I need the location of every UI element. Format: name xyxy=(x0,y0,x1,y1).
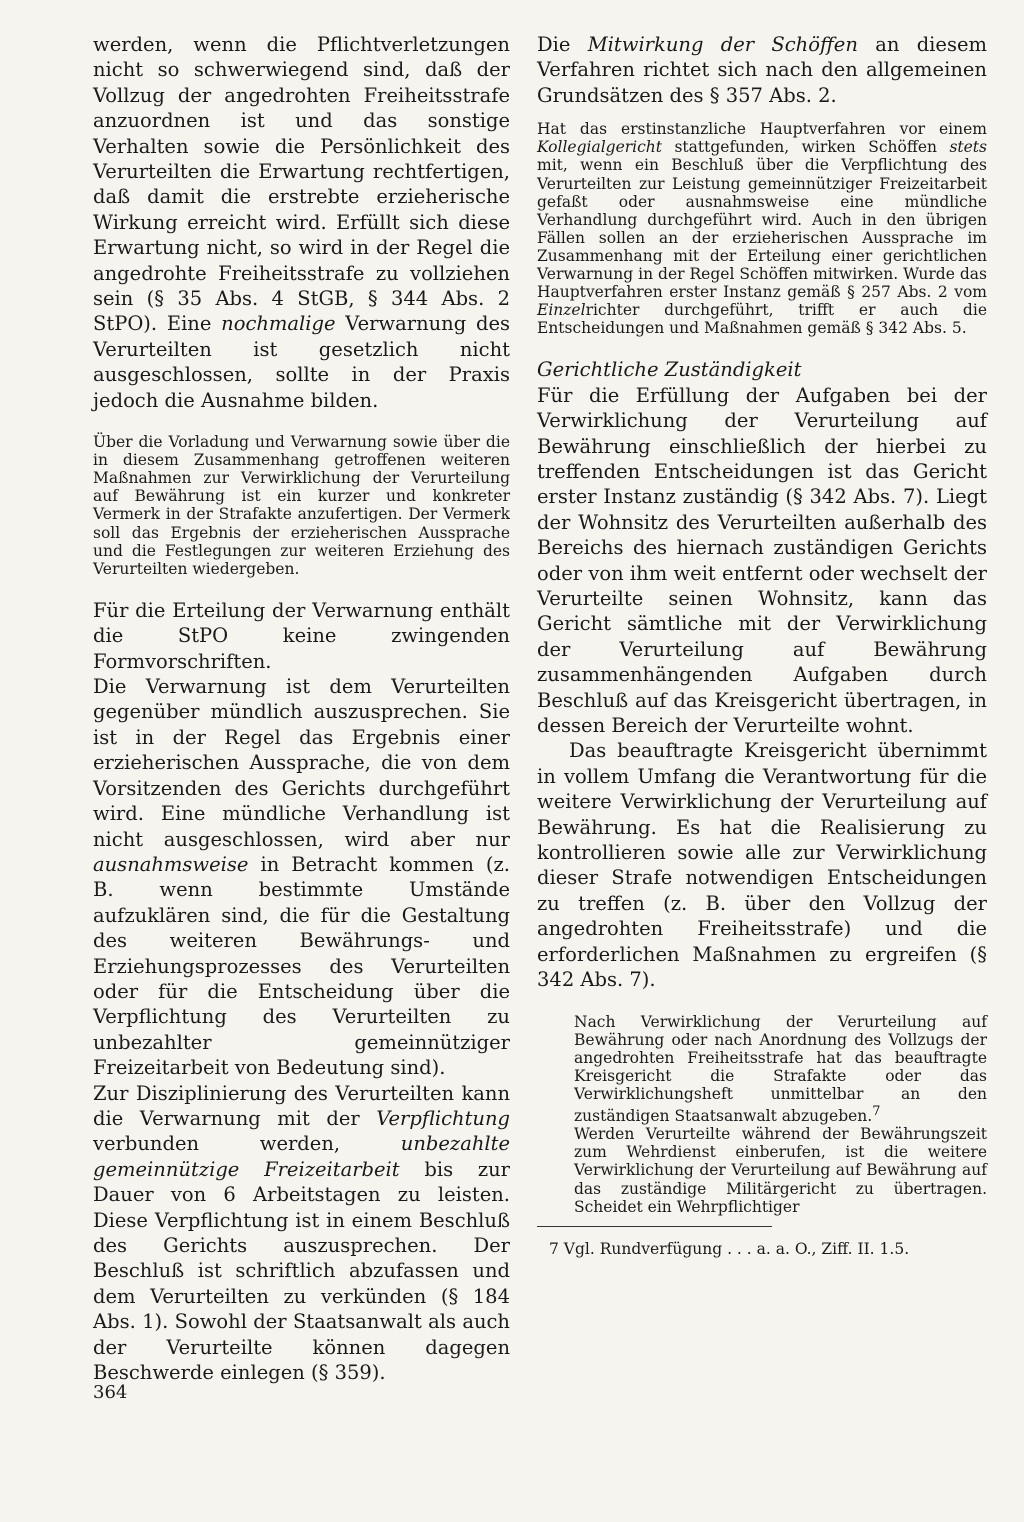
emphasis: nochmalige xyxy=(221,312,336,336)
text-run: richter durchgeführt, trifft er auch die Entscheidungen und Maßnahmen gemäß § 342 Abs. 5. xyxy=(537,301,987,338)
left-column xyxy=(93,32,510,1385)
emphasis: Mitwirkung der Schöffen xyxy=(587,33,858,56)
section-heading: Gerichtliche Zuständigkeit xyxy=(537,358,802,382)
right-column xyxy=(537,32,987,1259)
text-run: verbunden werden, xyxy=(93,1132,401,1156)
right-note-2 xyxy=(574,1013,987,1126)
footnote-divider xyxy=(537,1226,772,1227)
emphasis: ausnahmsweise xyxy=(93,852,249,876)
text-run: Verwarnung des Verurteilten ist gesetzlich nicht ausgeschlossen, sollte in der Praxis jedoch die Ausnahme bilden. xyxy=(93,312,510,412)
right-note-1 xyxy=(537,120,987,337)
text-run: an diesem Verfahren richtet sich nach den allgemeinen Grundsätzen des § 357 Abs. 2. xyxy=(537,33,987,107)
left-paragraph-4 xyxy=(93,1081,510,1386)
text-run: werden, wenn die Pflichtverletzungen nicht so schwerwiegend sind, daß der Vollzug der angedrohten Freiheitsstrafe anzuordnen ist und das sonstige Verhalten sowie die Persönlichkeit des Verurteilten die Erwartung rechtfertigen, daß damit die erstrebte erzieherische Wirkung erreicht wird. Erfüllt sich diese Erwartung nicht, so wird in der Regel die angedrohte Freiheitsstrafe zu vollziehen sein (§ 35 Abs. 4 StGB, § 344 Abs. 2 StPO). Eine xyxy=(93,33,510,336)
emphasis: Kollegialgericht xyxy=(537,138,663,157)
page-number: 364 xyxy=(93,1382,128,1403)
right-paragraph-1 xyxy=(537,32,987,108)
emphasis: unbezahlte gemeinnützige Freizeitarbeit xyxy=(93,1132,510,1181)
text-run: in Betracht kommen (z. B. wenn bestimmte Umstände aufzuklären sind, die für die Gestaltung des weiteren Bewährungs- und Erziehungsprozesses des Verurteilten oder für die Entscheidung über die Verpflichtung des Verurteilten zu unbezahlter gemeinnütziger Freizeitarbeit von Bedeutung sind). xyxy=(93,852,510,1080)
text-run: stattgefunden, wirken Schöffen xyxy=(662,138,950,157)
emphasis: Verpflichtung xyxy=(376,1106,510,1130)
footnote-ref: 7 xyxy=(872,1103,881,1119)
emphasis: stets xyxy=(949,138,987,157)
text-run: Hat das erstinstanzliche Hauptverfahren vor einem xyxy=(537,120,987,139)
left-paragraph-2: Für die Erteilung der Verwarnung enthält die StPO keine zwingenden Formvorschriften. xyxy=(93,598,510,673)
text-run: Die Verwarnung ist dem Verurteilten gegenüber mündlich auszusprechen. Sie ist in der Regel das Ergebnis einer erzieherischen Aussprache, die von dem Vorsitzenden des Gerichts durchgeführt wird. Eine mündliche Verhandlung ist nicht ausgeschlossen, wird aber nur xyxy=(93,675,510,851)
right-paragraph-2: Für die Erfüllung der Aufgaben bei der Verwirklichung der Verurteilung auf Bewährung einschließlich der hierbei zu treffenden Entscheidungen ist das Gericht erster Instanz zuständig (§ 342 Abs. 7). Liegt der Wohnsitz des Verurteilten außerhalb des Bereichs des hiernach zuständigen Gerichts oder von ihm weit entfernt oder wechselt der Verurteilte seinen Wohnsitz, kann das Gericht sämtliche mit der Verwirklichung der Verurteilung auf Bewährung zusammenhängenden Aufgaben durch Beschluß auf das Kreisgericht übertragen, in dessen Bereich der Verurteilte wohnt. xyxy=(537,383,987,738)
text-run: bis zur Dauer von 6 Arbeitstagen zu leisten. Diese Verpflichtung ist in einem Beschluß des Gerichts auszusprechen. Der Beschluß ist schriftlich abzufassen und dem Verurteilten zu verkünden (§ 184 Abs. 1). Sowohl der Staatsanwalt als auch der Verurteilte können dagegen Beschwerde einlegen (§ 359). xyxy=(93,1157,511,1385)
left-paragraph-1 xyxy=(93,32,510,413)
footnote: 7 Vgl. Rundverfügung . . . a. a. O., Ziff. II. 1.5. xyxy=(549,1239,910,1258)
emphasis: Einzel xyxy=(537,301,586,320)
text-run: Nach Verwirklichung der Verurteilung auf Bewährung oder nach Anordnung des Vollzugs der angedrohten Freiheitsstrafe hat das beauftragte Kreisgericht die Strafakte oder das Verwirklichungsheft unmittelbar an den zuständigen Staatsanwalt abzugeben. xyxy=(574,1012,987,1126)
text-run: Die xyxy=(537,33,588,56)
right-note-3: Werden Verurteilte während der Bewährungszeit zum Wehrdienst einberufen, ist die weitere Verwirklichung der Verurteilung auf Bewährung auf das zuständige Militärgericht zu übertragen. Scheidet ein Wehrpflichtiger xyxy=(574,1125,987,1216)
right-paragraph-3: Das beauftragte Kreisgericht übernimmt in vollem Umfang die Verantwortung für die weitere Verwirklichung der Verurteilung auf Bewährung. Es hat die Realisierung zu kontrollieren sowie alle zur Verwirklichung dieser Strafe notwendigen Entscheidungen zu treffen (z. B. über den Vollzug der angedrohten Freiheitsstrafe) und die erforderlichen Maßnahmen zu ergreifen (§ 342 Abs. 7). xyxy=(537,739,987,992)
right-notes-block xyxy=(537,1013,987,1216)
text-run: Zur Disziplinierung des Verurteilten kann die Verwarnung mit der xyxy=(93,1081,510,1130)
left-note-1: Über die Vorladung und Verwarnung sowie über die in diesem Zusammenhang getroffenen weiteren Maßnahmen zur Verwirklichung der Verurteilung auf Bewährung ist ein kurzer und konkreter Vermerk in der Strafakte anzufertigen. Der Vermerk soll das Ergebnis der erzieherischen Aussprache und die Festlegungen zur weiteren Erziehung des Verurteilten wiedergeben. xyxy=(93,433,510,578)
left-paragraph-3 xyxy=(93,674,510,1081)
text-run: mit, wenn ein Beschluß über die Verpflichtung des Verurteilten zur Leistung gemeinnütziger Freizeitarbeit gefaßt oder ausnahmsweise eine mündliche Verhandlung durchgeführt wird. Auch in den übrigen Fällen sollen an der erzieherischen Aussprache im Zusammenhang mit der Erteilung einer gerichtlichen Verwarnung in der Regel Schöffen mitwirken. Wurde das Hauptverfahren erster Instanz gemäß § 257 Abs. 2 vom xyxy=(537,156,987,302)
